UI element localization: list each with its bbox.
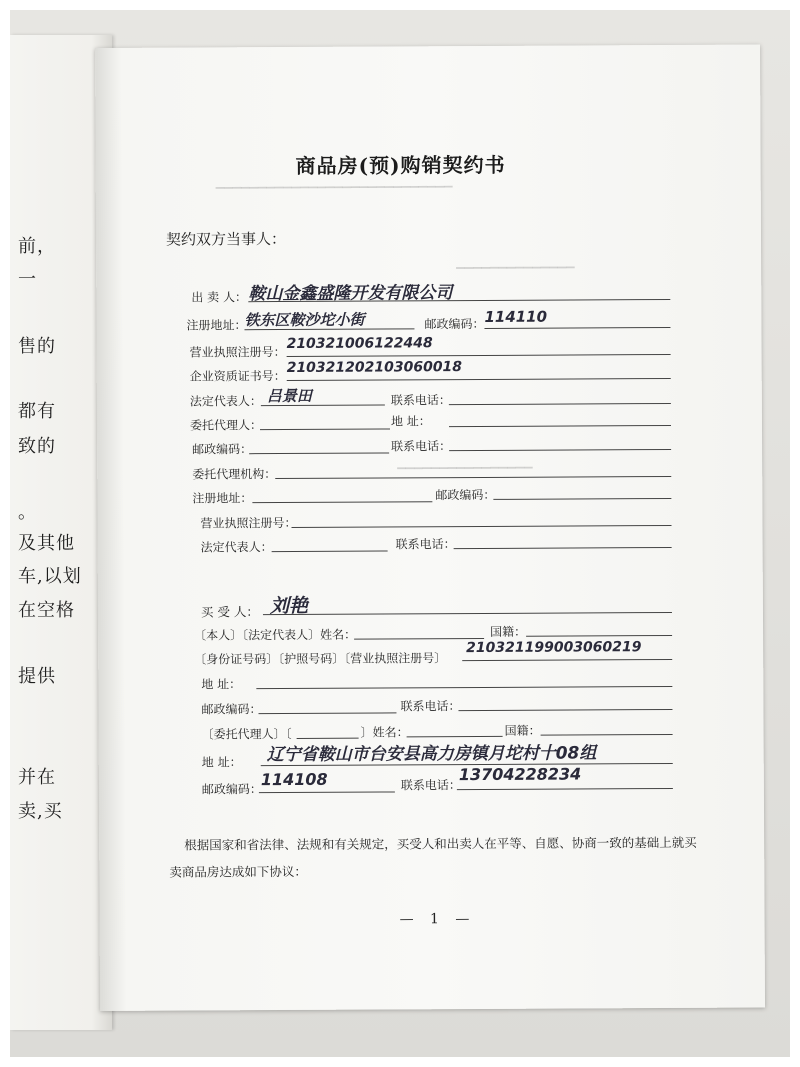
license-value: 210321006122448 <box>286 335 433 353</box>
buyer-agent-name-label: 〕姓名： <box>360 725 409 740</box>
agent-phone-label: 联系电话： <box>391 439 452 454</box>
left-text-line: 车,以划 <box>18 566 82 587</box>
buyer-agent-address-value: 辽宁省鞍山市台安县高力房镇月坨村十08组 <box>266 743 597 766</box>
legal-rep-label: 法定代表人： <box>189 394 262 409</box>
left-text-line: 并在 <box>18 767 56 788</box>
postcode-label: 邮政编码： <box>424 316 485 332</box>
agency-postcode-label: 邮政编码： <box>435 487 496 503</box>
license-label: 营业执照注册号： <box>189 345 286 360</box>
buyer-agent-label: 〔委托代理人〕〔 <box>201 726 292 742</box>
left-text-line: 致的 <box>18 436 56 457</box>
reg-address-label: 注册地址： <box>186 318 247 333</box>
buyer-phone-label: 联系电话： <box>400 699 461 714</box>
bleed-through: ▁▁▁▁▁▁▁▁▁▁▁▁▁▁ <box>456 255 575 270</box>
bleed-through: ▔▔▔▔▔▔▔▔▔▔▔▔▔▔▔▔▔▔▔▔▔▔▔▔▔▔▔▔ <box>215 186 453 201</box>
left-text-line: 及其他 <box>18 533 75 554</box>
left-text-line: 提供 <box>18 666 56 687</box>
seller-value: 鞍山金鑫盛隆开发有限公司 <box>248 283 453 305</box>
agency-label: 委托代理机构： <box>192 467 277 482</box>
qualification-label: 企业资质证书号： <box>189 369 286 384</box>
left-text-line: 前， <box>18 236 56 257</box>
qualification-value: 210321202103060018 <box>286 359 463 377</box>
buyer-agent-postcode-label: 邮政编码： <box>201 782 262 797</box>
buyer-postcode-label: 邮政编码： <box>201 702 262 717</box>
agreement-line-1: 根据国家和省法律、法规和有关规定，买受人和出卖人在平等、自愿、协商一致的基础上就买 <box>184 834 697 853</box>
buyer-agent-address-label: 地 址： <box>201 755 242 770</box>
address-label: 地 址： <box>390 414 431 429</box>
left-text-line: 在空格 <box>18 600 75 621</box>
left-text-line: 售的 <box>18 336 56 357</box>
agent-postcode-label: 邮政编码： <box>192 442 253 457</box>
bleed-through: ▁▁▁▁▁▁▁▁▁▁▁▁▁▁▁▁ <box>397 455 533 470</box>
agreement-line-2: 卖商品房达成如下协议： <box>169 863 307 880</box>
page-title: 商品房(预)购销契约书 <box>295 152 506 178</box>
buyer-agent-postcode-value: 114108 <box>260 769 328 790</box>
postcode-value: 114110 <box>484 307 548 326</box>
agency-reg-address-label: 注册地址： <box>192 491 253 506</box>
buyer-agent-nationality-label: 国籍： <box>504 723 541 738</box>
buyer-identity-label: 〔本人〕〔法定代表人〕姓名： <box>194 627 357 643</box>
buyer-address-label: 地 址： <box>201 677 242 692</box>
buyer-nationality-label: 国籍： <box>490 624 527 639</box>
parties-heading: 契约双方当事人： <box>165 230 287 249</box>
buyer-agent-phone-value: 13704228234 <box>458 764 582 785</box>
buyer-agent-phone-label: 联系电话： <box>400 778 461 793</box>
seller-label: 出 卖 人： <box>191 290 247 305</box>
buyer-label: 买 受 人： <box>200 604 259 620</box>
left-text-line: 都有 <box>18 401 56 422</box>
left-text-line: 。 <box>18 502 37 523</box>
buyer-value: 刘艳 <box>269 594 308 618</box>
agency-legal-rep-label: 法定代表人： <box>200 540 273 555</box>
left-text-line: 卖,买 <box>18 801 63 822</box>
buyer-id-label: 〔身份证号码〕〔护照号码〕〔营业执照注册号〕 <box>194 651 447 667</box>
page-number: — 1 — <box>399 911 476 928</box>
left-text-line: 一 <box>18 269 37 290</box>
agent-label: 委托代理人： <box>189 418 263 433</box>
agency-phone-label: 联系电话： <box>395 537 456 552</box>
legal-rep-value: 吕景田 <box>266 386 312 406</box>
agency-license-label: 营业执照注册号： <box>200 515 297 531</box>
reg-address-value: 铁东区鞍沙坨小街 <box>244 310 365 330</box>
buyer-id-value: 210321199003060219 <box>466 639 642 657</box>
phone-label: 联系电话： <box>390 393 451 408</box>
